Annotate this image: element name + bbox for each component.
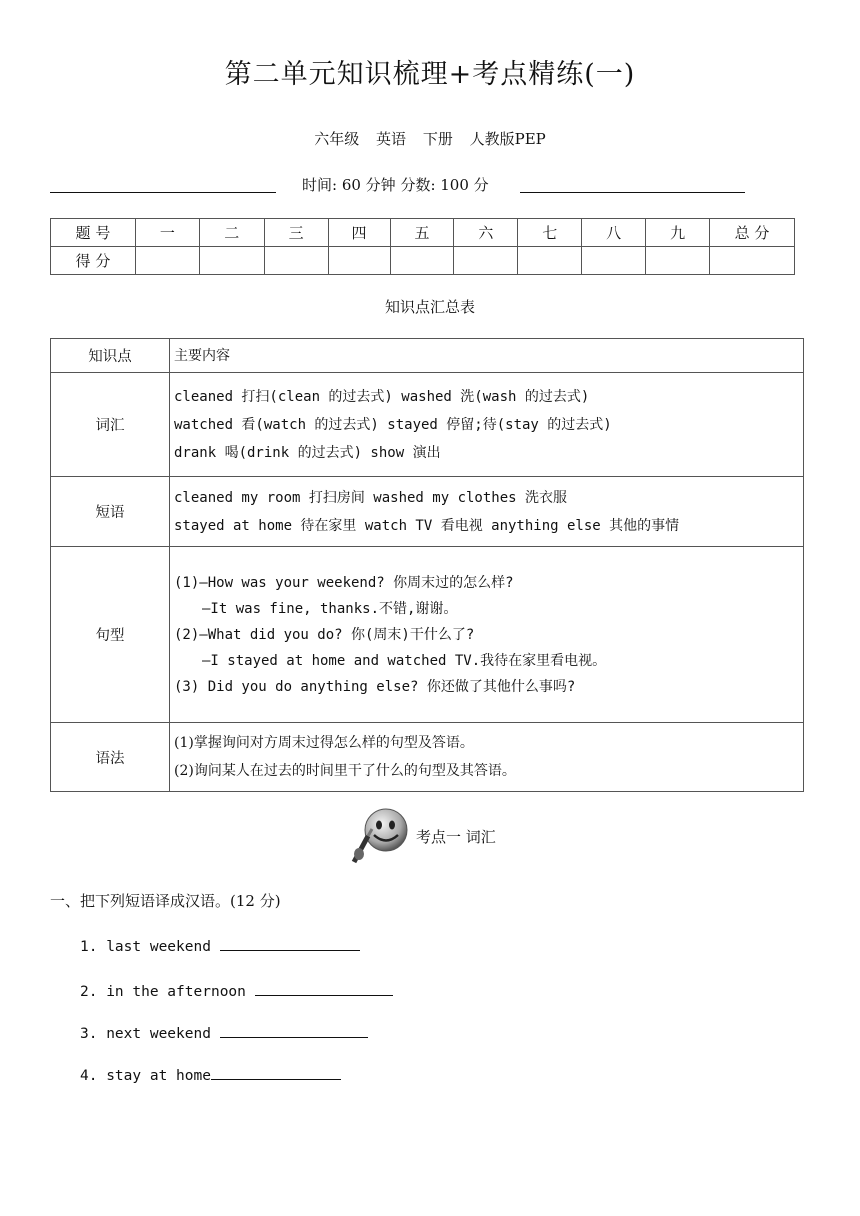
score-cell[interactable]: [454, 247, 518, 275]
score-cell[interactable]: [264, 247, 328, 275]
score-col: 一: [135, 219, 199, 247]
page-title: 第二单元知识梳理+考点精练(一): [224, 59, 636, 90]
row-content: [170, 477, 804, 547]
row-content: [170, 723, 804, 792]
answer-blank[interactable]: [211, 1065, 341, 1080]
score-cell[interactable]: [390, 247, 454, 275]
question-item: [80, 1065, 341, 1084]
score-col-total: 总 分: [710, 219, 795, 247]
content-line: (3) Did you do anything else? 你还做了其他什么事吗?: [174, 678, 576, 695]
summary-row-vocab: [51, 373, 804, 477]
summary-table: [50, 338, 804, 792]
summary-title: 知识点汇总表: [384, 298, 475, 316]
score-cell[interactable]: [135, 247, 199, 275]
content-line: (1)掌握询问对方周末过得怎么样的句型及答语。: [174, 735, 474, 751]
score-col: 四: [328, 219, 390, 247]
section-heading: 一、把下列短语译成汉语。(12 分): [50, 892, 281, 910]
score-row-label: 得 分: [51, 247, 136, 275]
name-blank[interactable]: [50, 192, 276, 193]
time-score-line: [50, 174, 750, 198]
question-item: [80, 936, 360, 955]
answer-blank[interactable]: [220, 1023, 368, 1038]
kaodian-label: 考点一 词汇: [416, 828, 496, 846]
col-header-content: 主要内容: [170, 339, 804, 373]
subject: 英语: [376, 130, 407, 148]
content-line: —I stayed at home and watched TV.我待在家里看电视。: [202, 652, 607, 669]
row-content: [170, 373, 804, 477]
question-text: stay at home: [106, 1068, 211, 1084]
score-cell[interactable]: [582, 247, 646, 275]
score-col: 五: [390, 219, 454, 247]
summary-header-row: [51, 339, 804, 373]
summary-row-phrases: [51, 477, 804, 547]
question-item: [80, 1023, 368, 1042]
content-line: drank 喝(drink 的过去式) show 演出: [174, 444, 441, 461]
summary-row-sentences: [51, 547, 804, 723]
score-col-label: 题 号: [51, 219, 136, 247]
content-line: cleaned my room 打扫房间 washed my clothes 洗衣服: [174, 489, 568, 506]
score-col: 七: [518, 219, 582, 247]
summary-row-grammar: [51, 723, 804, 792]
score-col: 九: [646, 219, 710, 247]
grade: 六年级: [314, 130, 360, 148]
row-key: 短语: [51, 477, 170, 547]
row-key: 句型: [51, 547, 170, 723]
col-header-key: 知识点: [51, 339, 170, 373]
score-cell-total[interactable]: [710, 247, 795, 275]
score-col: 三: [264, 219, 328, 247]
time-score-text: 时间: 60 分钟 分数: 100 分: [302, 176, 489, 194]
score-value-row: [51, 247, 795, 275]
score-table: [50, 218, 795, 275]
score-col: 八: [582, 219, 646, 247]
content-line: watched 看(watch 的过去式) stayed 停留;待(stay 的过去式): [174, 416, 612, 433]
question-number: 1.: [80, 939, 98, 955]
row-key: 语法: [51, 723, 170, 792]
row-content: [170, 547, 804, 723]
score-cell[interactable]: [328, 247, 390, 275]
content-line: stayed at home 待在家里 watch TV 看电视 anything else 其他的事情: [174, 517, 680, 534]
score-header-row: [51, 219, 795, 247]
edition: 人教版PEP: [469, 130, 546, 148]
answer-blank[interactable]: [255, 981, 393, 996]
score-cell[interactable]: [646, 247, 710, 275]
class-blank[interactable]: [520, 192, 745, 193]
score-col: 二: [199, 219, 264, 247]
content-line: (2)询问某人在过去的时间里干了什么的句型及其答语。: [174, 763, 516, 779]
subtitle: [0, 128, 860, 149]
question-number: 2.: [80, 984, 98, 1000]
score-cell[interactable]: [199, 247, 264, 275]
row-key: 词汇: [51, 373, 170, 477]
content-line: cleaned 打扫(clean 的过去式) washed 洗(wash 的过去式): [174, 388, 590, 405]
question-item: [80, 981, 393, 1000]
question-text: next weekend: [106, 1026, 211, 1042]
question-text: in the afternoon: [106, 984, 246, 1000]
smiley-pen-icon: [348, 806, 412, 866]
content-line: (1)—How was your weekend? 你周末过的怎么样?: [174, 574, 514, 591]
question-number: 3.: [80, 1026, 98, 1042]
kaodian-header: [348, 806, 548, 866]
content-line: —It was fine, thanks.不错,谢谢。: [202, 600, 458, 617]
question-text: last weekend: [106, 939, 211, 955]
content-line: (2)—What did you do? 你(周末)干什么了?: [174, 626, 475, 643]
question-number: 4.: [80, 1068, 98, 1084]
score-col: 六: [454, 219, 518, 247]
score-cell[interactable]: [518, 247, 582, 275]
answer-blank[interactable]: [220, 936, 360, 951]
volume: 下册: [422, 130, 453, 148]
